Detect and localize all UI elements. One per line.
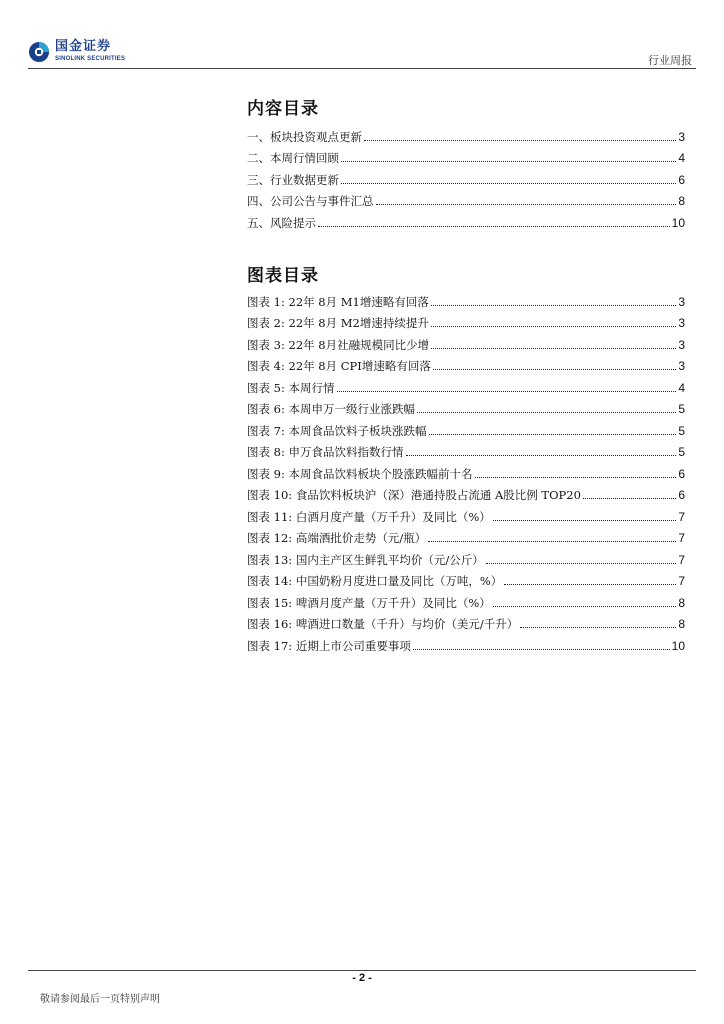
figure-list-entry[interactable]	[247, 567, 685, 589]
toc-entry-page: 7	[678, 552, 685, 567]
figure-list-entry[interactable]	[247, 287, 685, 309]
dot-leader	[431, 348, 676, 349]
toc-entry-label: 图表 3: 22年 8月社融规模同比少增	[247, 337, 430, 352]
toc-entry-label: 图表 5: 本周行情	[247, 380, 335, 395]
figure-list-entry[interactable]	[247, 352, 685, 374]
dot-leader	[504, 584, 676, 585]
toc-entry-page: 8	[678, 617, 685, 631]
toc-entry[interactable]	[247, 208, 685, 230]
toc-entry-label: 图表 1: 22年 8月 M1增速略有回落	[247, 294, 429, 309]
toc-entry-label: 图表 8: 申万食品饮料指数行情	[247, 445, 404, 459]
contents-list	[247, 122, 685, 230]
toc-entry-page: 3	[678, 294, 685, 309]
toc-entry-page: 10	[671, 638, 685, 653]
toc-entry-page: 3	[678, 316, 685, 330]
toc-entry-label: 图表 17: 近期上市公司重要事项	[247, 638, 411, 653]
dot-leader	[429, 434, 677, 435]
toc-entry-label: 图表 16: 啤酒进口数量（千升）与均价（美元/千升）	[247, 617, 519, 631]
toc-entry-page: 6	[678, 466, 685, 481]
toc-entry-page: 6	[678, 488, 685, 502]
figures-list	[247, 287, 685, 653]
toc-entry-page: 4	[678, 151, 685, 165]
figure-list-entry[interactable]	[247, 459, 685, 481]
dot-leader	[364, 140, 676, 141]
toc-entry-label: 四、公司公告与事件汇总	[247, 194, 374, 208]
toc-entry-page: 5	[678, 445, 685, 459]
toc-entry-label: 二、本周行情回顾	[247, 151, 339, 165]
figures-title: 图表目录	[247, 266, 319, 286]
figure-list-entry[interactable]	[247, 416, 685, 438]
toc-entry-page: 6	[678, 172, 685, 187]
toc-entry-label: 图表 13: 国内主产区生鲜乳平均价（元/公斤）	[247, 552, 484, 567]
toc-entry[interactable]	[247, 165, 685, 187]
logo-english-name: SINOLINK SECURITIES	[55, 56, 126, 62]
contents-title: 内容目录	[247, 99, 319, 119]
dot-leader	[493, 520, 677, 521]
dot-leader	[583, 498, 676, 499]
toc-entry-page: 8	[678, 595, 685, 610]
toc-entry-label: 图表 9: 本周食品饮料板块个股涨跌幅前十名	[247, 466, 473, 481]
figure-list-entry[interactable]	[247, 395, 685, 417]
toc-entry-label: 图表 14: 中国奶粉月度进口量及同比（万吨，%）	[247, 574, 503, 588]
dot-leader	[433, 369, 676, 370]
dot-leader	[428, 541, 676, 542]
toc-entry-label: 图表 11: 白酒月度产量（万千升）及同比（%）	[247, 509, 491, 524]
toc-entry-page: 5	[678, 423, 685, 438]
dot-leader	[413, 649, 670, 650]
report-type-label: 行业周报	[648, 54, 692, 67]
header-divider	[28, 68, 696, 69]
figure-list-entry[interactable]	[247, 309, 685, 331]
dot-leader	[341, 161, 676, 162]
dot-leader	[406, 455, 677, 456]
toc-entry-page: 3	[678, 337, 685, 352]
toc-entry-page: 3	[678, 129, 685, 144]
page-header	[28, 40, 696, 70]
page-number: - 2 -	[352, 972, 372, 984]
dot-leader	[520, 627, 676, 628]
toc-entry[interactable]	[247, 144, 685, 166]
dot-leader	[431, 305, 676, 306]
sinolink-logo-icon	[28, 41, 50, 63]
toc-entry[interactable]	[247, 122, 685, 144]
toc-entry-page: 8	[678, 194, 685, 208]
dot-leader	[493, 606, 677, 607]
dot-leader	[431, 326, 676, 327]
figure-list-entry[interactable]	[247, 610, 685, 632]
disclaimer-note: 敬请参阅最后一页特别声明	[40, 994, 160, 1005]
figure-list-entry[interactable]	[247, 524, 685, 546]
toc-entry-page: 10	[671, 215, 685, 230]
toc-entry-label: 一、板块投资观点更新	[247, 129, 362, 144]
dot-leader	[337, 391, 677, 392]
toc-entry-label: 图表 10: 食品饮料板块沪（深）港通持股占流通 A股比例 TOP20	[247, 488, 581, 502]
figure-list-entry[interactable]	[247, 438, 685, 460]
toc-entry-label: 三、行业数据更新	[247, 172, 339, 187]
dot-leader	[341, 183, 676, 184]
toc-entry-label: 图表 2: 22年 8月 M2增速持续提升	[247, 316, 429, 330]
footer-divider	[28, 970, 696, 971]
toc-entry-label: 图表 7: 本周食品饮料子板块涨跌幅	[247, 423, 427, 438]
toc-entry-page: 5	[678, 402, 685, 416]
dot-leader	[318, 226, 670, 227]
figure-list-entry[interactable]	[247, 481, 685, 503]
toc-entry-page: 7	[678, 531, 685, 545]
dot-leader	[475, 477, 677, 478]
company-logo	[28, 40, 125, 70]
dot-leader	[486, 563, 677, 564]
toc-entry-page: 7	[678, 574, 685, 588]
figure-list-entry[interactable]	[247, 502, 685, 524]
logo-chinese-name: 国金证券	[55, 39, 112, 54]
figure-list-entry[interactable]	[247, 330, 685, 352]
figure-list-entry[interactable]	[247, 545, 685, 567]
toc-entry-page: 4	[678, 380, 685, 395]
toc-entry-label: 图表 6: 本周申万一级行业涨跌幅	[247, 402, 416, 416]
figure-list-entry[interactable]	[247, 631, 685, 653]
toc-entry-label: 图表 15: 啤酒月度产量（万千升）及同比（%）	[247, 595, 491, 610]
toc-entry-label: 图表 4: 22年 8月 CPI增速略有回落	[247, 359, 431, 373]
toc-entry-page: 7	[678, 509, 685, 524]
figure-list-entry[interactable]	[247, 588, 685, 610]
dot-leader	[417, 412, 676, 413]
dot-leader	[376, 204, 677, 205]
toc-entry-page: 3	[678, 359, 685, 373]
toc-entry[interactable]	[247, 187, 685, 209]
toc-entry-label: 图表 12: 高端酒批价走势（元/瓶）	[247, 531, 427, 545]
figure-list-entry[interactable]	[247, 373, 685, 395]
toc-entry-label: 五、风险提示	[247, 215, 316, 230]
